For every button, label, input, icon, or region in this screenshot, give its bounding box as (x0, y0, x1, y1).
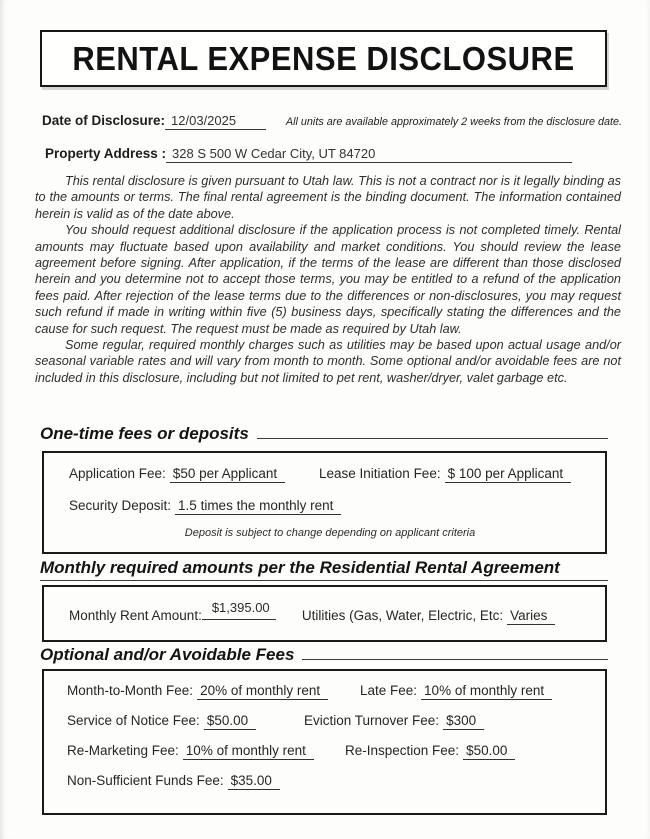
fee-label: Re-Marketing Fee: (67, 743, 179, 758)
section-heading-text: One-time fees or deposits (40, 424, 249, 443)
re-marketing-fee (67, 743, 345, 758)
section-heading-text: Optional and/or Avoidable Fees (40, 645, 295, 664)
re-inspection-fee (345, 743, 515, 758)
one-time-fees-box (42, 451, 607, 554)
fee-row (69, 498, 591, 513)
address-value-field: 328 S 500 W Cedar City, UT 84720 (166, 146, 572, 163)
section-heading-optional-fees (40, 645, 608, 665)
fee-label: Service of Notice Fee: (67, 713, 200, 728)
heading-rule (302, 659, 608, 660)
disclosure-paragraphs (35, 173, 621, 386)
section-heading-monthly-amounts (40, 558, 608, 581)
section-heading-one-time-fees (40, 424, 608, 444)
rent-amount-blank (202, 600, 276, 620)
fee-label: Late Fee: (360, 683, 418, 698)
fee-value: 10% of monthly rent (183, 743, 314, 760)
non-sufficient-funds-fee (67, 773, 280, 788)
fee-value: $ 100 per Applicant (445, 466, 572, 483)
fee-value: $35.00 (228, 773, 280, 790)
fee-label: Monthly Rent Amount: (69, 608, 202, 623)
fee-value: $50.00 (463, 743, 515, 760)
month-to-month-fee (67, 683, 360, 698)
date-value-field: 12/03/2025 (165, 113, 266, 130)
eviction-turnover-fee (304, 713, 484, 728)
fee-value: $50.00 (204, 713, 256, 730)
fee-label: Non-Sufficient Funds Fee: (67, 773, 224, 788)
rent-amount-value: $1,395.00 (211, 600, 270, 615)
fee-value: 1.5 times the monthly rent (175, 498, 341, 515)
page-title: RENTAL EXPENSE DISCLOSURE (72, 39, 575, 77)
fee-row (69, 600, 591, 623)
property-address-row (45, 146, 580, 163)
availability-note: All units are available approximately 2 weeks from the disclosure date. (285, 116, 622, 128)
heading-rule (257, 438, 608, 439)
utilities-fee (302, 608, 556, 623)
late-fee (360, 683, 552, 698)
fee-value: $50 per Applicant (170, 466, 285, 483)
fee-label: Application Fee: (69, 466, 166, 481)
fee-value: Varies (507, 608, 555, 625)
monthly-rent-fee (69, 600, 276, 623)
document-title-box (40, 30, 607, 87)
fee-label: Security Deposit: (69, 498, 172, 513)
fee-value: $300 (443, 713, 484, 730)
fee-row (67, 743, 591, 758)
fee-row (67, 713, 591, 728)
security-deposit-fee (69, 498, 341, 513)
optional-fees-box (42, 669, 607, 815)
fee-row (67, 773, 591, 788)
monthly-amounts-box (42, 585, 607, 642)
paragraph-additional-disclosure: You should request additional disclosure if the application process is not completed timely. Rental amounts may fluctuate based upon availability and market conditions. You should review the lease agreement before signing. After application, if the terms of the lease are different than those disclosed herein and you determine not to accept those terms, you may be entitled to a refund of the application fees paid. After rejection of the lease terms due to the differences or non-disclosures, you may request such refund if made in writing within five (5) business days, specifically stating the differences and the cause for such request. The request must be made as required by Utah law. (35, 223, 621, 336)
date-label: Date of Disclosure: (42, 113, 166, 128)
section-heading-text: Monthly required amounts per the Residential Rental Agreement (40, 558, 560, 577)
fee-value: 20% of monthly rent (197, 683, 328, 700)
fee-label: Utilities (Gas, Water, Electric, Etc: (301, 608, 504, 623)
fee-row (67, 683, 591, 698)
service-of-notice-fee (67, 713, 304, 728)
fee-label: Eviction Turnover Fee: (304, 713, 440, 728)
address-label: Property Address : (45, 146, 167, 161)
fee-label: Re-Inspection Fee: (345, 743, 460, 758)
fee-value: 10% of monthly rent (421, 683, 552, 700)
fee-label: Month-to-Month Fee: (67, 683, 194, 698)
fee-row (69, 466, 591, 481)
paragraph-utah-law: This rental disclosure is given pursuant to Utah law. This is not a contract nor is it legally binding as to the amounts or terms. The final rental agreement is the binding document. The information contained herein is valid as of the date above. (35, 174, 621, 221)
fee-label: Lease Initiation Fee: (319, 466, 441, 481)
lease-initiation-fee (319, 466, 571, 481)
date-of-disclosure-row (42, 113, 622, 130)
deposit-note: Deposit is subject to change depending on applicant criteria (184, 527, 476, 539)
paragraph-monthly-charges: Some regular, required monthly charges such as utilities may be based upon actual usage and/or seasonal variable rates and will vary from month to month. Some optional and/or avoidable fees are not included in this disclosure, including but not limited to pet rent, washer/dryer, valet garbage etc. (35, 338, 621, 385)
application-fee (69, 466, 319, 481)
